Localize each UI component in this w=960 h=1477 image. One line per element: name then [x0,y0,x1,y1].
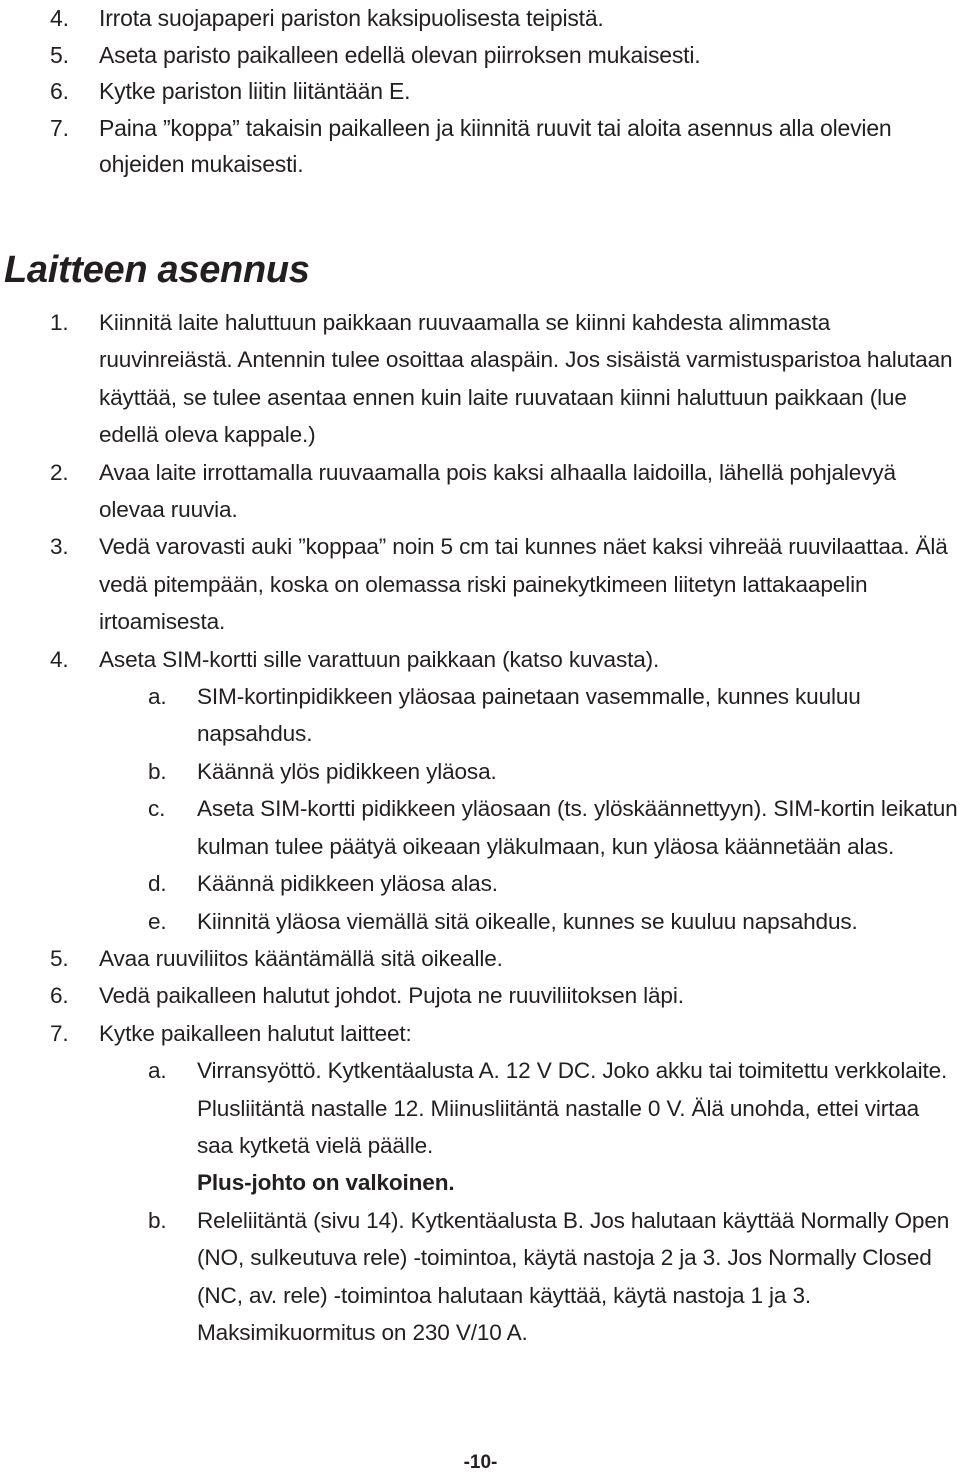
intro-list [0,0,960,183]
warning-note: Plus-johto on valkoinen. [197,1170,455,1196]
list-text: Kytke pariston liitin liitäntään E. [99,78,411,104]
list-item [0,1015,960,1052]
sub-list-item [0,1202,960,1352]
list-number: 3. [50,534,69,560]
sub-list-item [0,903,960,940]
sub-list-item [0,678,960,753]
list-text: Aseta SIM-kortti sille varattuun paikkaan (katso kuvasta). [99,646,660,672]
list-letter: b. [148,758,167,784]
sub-list-item [0,790,960,865]
list-number: 1. [50,310,69,335]
page-footer [0,1450,960,1476]
list-number: 7. [50,1020,69,1046]
list-letter: b. [148,1207,167,1233]
list-number: 4. [50,5,69,31]
list-letter: e. [148,908,167,934]
list-item [0,641,960,678]
list-text: Käännä pidikkeen yläosa alas. [197,871,498,897]
list-text: Virransyöttö. Kytkentäalusta A. 12 V DC. Joko akku tai toimitettu verkkolaite. Plusliitäntä nastalle 12. Miinusliitäntä nastalle 0 V. Älä unohda, ettei virtaa saa kytketä vielä päälle. [197,1058,948,1158]
list-item [0,37,960,74]
page-number: -10- [463,1452,498,1473]
installation-steps [0,304,960,1351]
list-item [0,528,960,640]
section-heading: Laitteen asennus [4,249,310,291]
list-text: Vedä varovasti auki ”koppaa” noin 5 cm tai kunnes näet kaksi vihreää ruuvilaattaa. Älä vedä pitempään, koska on olemassa riski painekytkimeen liitetyn lattakaapelin irtoamisesta. [99,534,948,635]
list-text: Irrota suojapaperi pariston kaksipuolisesta teipistä. [99,5,604,31]
sub-list-item [0,753,960,790]
list-item [0,454,960,529]
list-text: Avaa ruuviliitos kääntämällä sitä oikealle. [99,945,503,971]
list-text: Kiinnitä laite haluttuun paikkaan ruuvaamalla se kiinni kahdesta alimmasta ruuvinreiästä. Antennin tulee osoittaa alaspäin. Jos sisäistä varmistusparistoa halutaan käyttää, se tulee asentaa ennen kuin laite ruuvataan kiinni haluttuun paikkaan (lue edellä oleva kappale.) [99,310,953,448]
list-item [0,73,960,110]
list-text: SIM-kortinpidikkeen yläosaa painetaan vasemmalle, kunnes kuuluu napsahdus. [197,684,861,747]
list-text: Releliitäntä (sivu 14). Kytkentäalusta B. Jos halutaan käyttää Normally Open (NO, sulkeutuva rele) -toimintoa, käytä nastoja 2 ja 3. Jos Normally Closed (NC, av. rele) -toimintoa halutaan käyttää, käytä nastoja 1 ja 3. Maksimikuormitus on 230 V/10 A. [197,1207,950,1345]
list-text: Aseta SIM-kortti pidikkeen yläosaan (ts. ylöskäännettyyn). SIM-kortin leikatun kulman tulee päätyä oikeaan yläkulmaan, kun yläosa käännetään alas. [197,796,958,859]
list-item [0,940,960,977]
list-text: Käännä ylös pidikkeen yläosa. [197,758,497,784]
list-number: 5. [50,945,69,971]
list-text: Kytke paikalleen halutut laitteet: [99,1020,412,1046]
list-item [0,304,960,454]
list-number: 5. [50,41,69,68]
list-number: 6. [50,983,69,1009]
list-letter: a. [148,1058,167,1084]
list-letter: a. [148,684,167,710]
list-text: Vedä paikalleen halutut johdot. Pujota ne ruuviliitoksen läpi. [99,983,684,1009]
list-text-group [197,1052,960,1202]
list-item [0,110,960,183]
list-letter: d. [148,871,167,897]
list-text: Avaa laite irrottamalla ruuvaamalla pois kaksi alhaalla laidoilla, lähellä pohjalevyä olevaa ruuvia. [99,459,896,523]
sub-list-item [0,865,960,902]
list-number: 7. [50,114,69,141]
list-item [0,977,960,1014]
list-text: Aseta paristo paikalleen edellä olevan piirroksen mukaisesti. [99,41,701,68]
list-number: 4. [50,646,69,672]
list-item [0,0,960,37]
list-text: Paina ”koppa” takaisin paikalleen ja kiinnitä ruuvit tai aloita asennus alla olevien ohjeiden mukaisesti. [99,114,892,177]
list-text: Kiinnitä yläosa viemällä sitä oikealle, kunnes se kuuluu napsahdus. [197,908,858,934]
list-number: 6. [50,78,69,104]
list-number: 2. [50,459,69,485]
list-letter: c. [148,796,166,822]
sub-list-item [0,1052,960,1202]
